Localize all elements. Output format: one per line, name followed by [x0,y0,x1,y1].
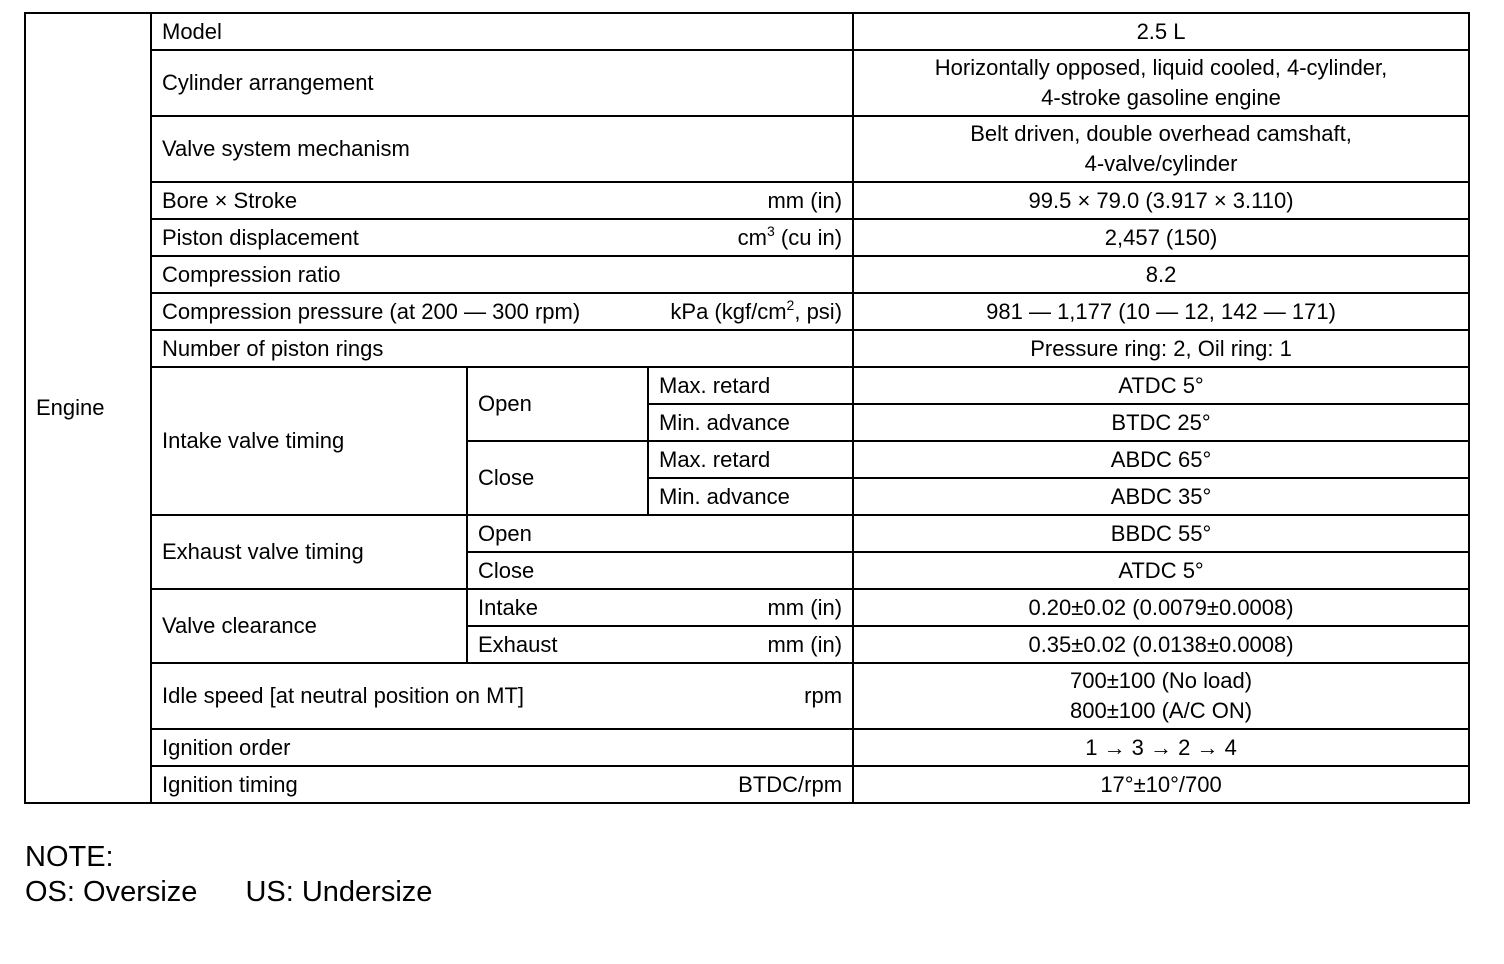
row-ignition-timing [25,766,1469,803]
value-cell: 2,457 (150) [853,219,1469,256]
row-valve-system-mechanism [25,116,1469,182]
label-cell: Model [151,13,853,50]
value-cell: 0.35±0.02 (0.0138±0.0008) [853,626,1469,663]
label-cell [151,766,853,803]
value-line: 4-stroke gasoline engine [1041,85,1281,110]
row-idle-speed [25,663,1469,729]
unit-text: kPa ($kgf/cm^2$, psi) [670,296,843,324]
note-block [25,840,432,910]
label-cell [151,293,853,330]
value-cell: 0.20±0.02 (0.0079±0.0008) [853,589,1469,626]
value-line: 800±100 (A/C ON) [1070,698,1253,723]
valve-clearance-label: Valve clearance [151,589,467,663]
unit-text: rpm [804,683,843,708]
row-bore-stroke [25,182,1469,219]
max-retard-label: Max. retard [648,441,853,478]
value-cell: 1 → 3 → 2 → 4 [853,729,1469,766]
value-cell [853,116,1469,182]
row-model [25,13,1469,50]
row-cylinder-arrangement [25,50,1469,116]
clearance-exhaust-cell [467,626,853,663]
engine-category-cell: Engine [25,13,151,803]
value-cell [853,50,1469,116]
row-piston-displacement [25,219,1469,256]
label-cell: Valve system mechanism [151,116,853,182]
label-text: Idle speed [at neutral position on MT] [162,683,524,708]
label-text: Compression pressure (at 200 — 300 rpm) [162,298,581,324]
row-valve-clearance-intake [25,589,1469,626]
value-line: Horizontally opposed, liquid cooled, 4-cylinder, [934,55,1388,80]
value-cell: 981 — 1,177 (10 — 12, 142 — 171) [853,293,1469,330]
label-text: Bore × Stroke [162,187,298,213]
min-advance-label: Min. advance [648,478,853,515]
value-cell: ABDC 65° [853,441,1469,478]
note-title: NOTE: [25,841,114,873]
label-cell [151,219,853,256]
exhaust-open-label: Open [467,515,853,552]
exhaust-valve-timing-label: Exhaust valve timing [151,515,467,589]
unit-text: mm (in) [767,594,843,620]
row-compression-ratio [25,256,1469,293]
value-line: 4-valve/cylinder [1084,151,1238,176]
value-cell: BBDC 55° [853,515,1469,552]
row-intake-open-max-retard [25,367,1469,404]
value-cell: ABDC 35° [853,478,1469,515]
row-exhaust-open [25,515,1469,552]
max-retard-label: Max. retard [648,367,853,404]
value-line: Belt driven, double overhead camshaft, [970,121,1352,146]
unit-text: mm (in) [767,631,843,657]
label-cell: Number of piston rings [151,330,853,367]
intake-close-label: Close [467,441,648,515]
label-text: Intake [478,594,538,620]
clearance-intake-cell [467,589,853,626]
value-cell: 8.2 [853,256,1469,293]
row-piston-rings [25,330,1469,367]
value-cell: ATDC 5° [853,367,1469,404]
label-cell: Cylinder arrangement [151,50,853,116]
value-cell: ATDC 5° [853,552,1469,589]
note-oversize: OS: Oversize [25,876,198,908]
unit-text: $cm^3$ (cu in) [737,222,843,250]
label-text: Exhaust [478,631,558,657]
label-text: Ignition timing [162,771,298,797]
value-cell: Pressure ring: 2, Oil ring: 1 [853,330,1469,367]
label-cell [151,182,853,219]
row-compression-pressure [25,293,1469,330]
unit-text: BTDC/rpm [738,771,843,797]
note-undersize: US: Undersize [245,876,433,908]
value-cell: 17°±10°/700 [853,766,1469,803]
intake-valve-timing-label: Intake valve timing [151,367,467,515]
unit-text: mm (in) [767,187,843,213]
value-cell: 99.5 × 79.0 (3.917 × 3.110) [853,182,1469,219]
label-cell: Ignition order [151,729,853,766]
exhaust-close-label: Close [467,552,853,589]
note-abbreviations [25,875,432,910]
label-cell [151,663,853,729]
label-cell: Compression ratio [151,256,853,293]
value-cell [853,663,1469,729]
row-ignition-order [25,729,1469,766]
engine-spec-table [24,12,1470,804]
intake-open-label: Open [467,367,648,441]
value-cell: BTDC 25° [853,404,1469,441]
value-line: 700±100 (No load) [1069,668,1253,693]
min-advance-label: Min. advance [648,404,853,441]
value-cell: 2.5 L [853,13,1469,50]
label-text: Piston displacement [162,224,359,250]
